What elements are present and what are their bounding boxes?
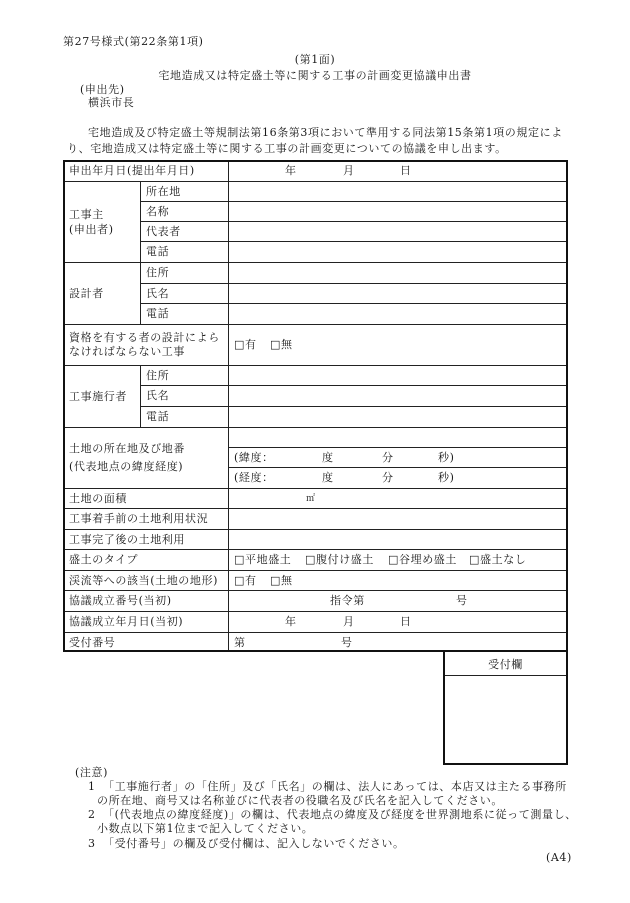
owner-label-line-1: 工事主 — [69, 208, 104, 221]
fill-type-field — [228, 549, 568, 571]
form-number: 第27号様式(第22条第1項) — [63, 35, 204, 48]
contractor-label: 工事施行者 — [63, 365, 141, 428]
designer-address-label: 住所 — [140, 262, 229, 284]
contractor-address-label: 住所 — [140, 365, 229, 386]
contractor-address-field — [228, 365, 568, 386]
statement-line-2: り、宅地造成又は特定盛土等に関する工事の計画変更についての協議を申し出ます。 — [67, 142, 507, 155]
note-number: 2 — [88, 808, 96, 821]
application-date-label: 申出年月日(提出年月日) — [63, 160, 229, 182]
owner-phone-field — [228, 241, 568, 263]
checkbox-option-no: □無 — [270, 573, 293, 587]
statement-line-1: 宅地造成及び特定盛土等規制法第16条第3項において準用する同法第15条第1項の規定によ — [88, 126, 563, 139]
owner-representative-field — [228, 221, 568, 242]
designer-name-label: 氏名 — [140, 283, 229, 304]
longitude-second: 秒) — [438, 471, 455, 484]
designer-phone-field — [228, 303, 568, 325]
designer-name-field — [228, 283, 568, 304]
qualified-design-label-line-1: 資格を有する者の設計によら — [69, 331, 220, 344]
owner-label — [63, 181, 141, 263]
year-label: 年 — [285, 164, 297, 177]
page-label: (第1面) — [294, 53, 336, 66]
application-date-field — [228, 160, 568, 182]
agreement-number-suffix: 号 — [456, 594, 468, 607]
owner-representative-label: 代表者 — [140, 221, 229, 242]
latitude-field — [228, 447, 568, 468]
latitude-open: (緯度： — [234, 450, 274, 464]
month-label: 月 — [343, 164, 355, 177]
application-table — [63, 160, 568, 652]
day-label: 日 — [400, 164, 412, 177]
month-label: 月 — [343, 615, 355, 628]
contractor-name-field — [228, 385, 568, 407]
land-location-label-line-1: 土地の所在地及び地番 — [69, 442, 185, 455]
agreement-number-label: 協議成立番号(当初) — [63, 590, 229, 612]
year-label: 年 — [285, 615, 297, 628]
reception-number-prefix: 第 — [234, 635, 246, 649]
owner-label-line-2: (申出者) — [69, 223, 114, 236]
area-unit: ㎡ — [306, 493, 316, 504]
latitude-degree: 度 — [322, 450, 334, 464]
contractor-phone-field — [228, 406, 568, 428]
owner-address-field — [228, 181, 568, 202]
checkbox-option-no-fill: □盛土なし — [469, 553, 527, 566]
agreement-date-label: 協議成立年月日(当初) — [63, 611, 229, 633]
form-title: 宅地造成又は特定盛土等に関する工事の計画変更協議申出書 — [158, 69, 472, 82]
latitude-minute: 分 — [382, 450, 394, 464]
longitude-degree: 度 — [322, 471, 334, 484]
note-3-line-1: 「受付番号」の欄及び受付欄は、記入しないでください。 — [103, 837, 405, 850]
checkbox-option-yes: □有 — [234, 338, 257, 351]
land-use-after-label: 工事完了後の土地利用 — [63, 529, 229, 550]
reception-box-header: 受付欄 — [445, 652, 566, 676]
checkbox-option-flat-fill: □平地盛土 — [234, 553, 292, 566]
owner-phone-label: 電話 — [140, 241, 229, 263]
reception-box — [443, 650, 568, 765]
paper-size-label: (A4) — [546, 851, 572, 864]
reception-number-label: 受付番号 — [63, 632, 229, 652]
owner-name-field — [228, 201, 568, 222]
qualified-design-field — [228, 324, 568, 366]
checkbox-option-no: □無 — [270, 338, 293, 351]
stream-applicability-field — [228, 570, 568, 591]
owner-address-label: 所在地 — [140, 181, 229, 202]
note-1-line-2: の所在地、商号又は名称並びに代表者の役職名及び氏名を記入してください。 — [97, 794, 503, 807]
checkbox-option-yes: □有 — [234, 573, 257, 587]
day-label: 日 — [400, 615, 412, 628]
latitude-second: 秒) — [438, 450, 455, 464]
land-use-before-field — [228, 508, 568, 530]
owner-name-label: 名称 — [140, 201, 229, 222]
land-location-label — [63, 427, 229, 489]
note-number: 3 — [88, 837, 96, 850]
land-location-field — [228, 427, 568, 448]
addressee: 横浜市長 — [88, 96, 135, 109]
qualified-design-label-line-2: なければならない工事 — [69, 345, 185, 358]
note-2-line-2: 小数点以下第1位まで記入してください。 — [97, 822, 314, 835]
agreement-date-field — [228, 611, 568, 633]
notes-heading: (注意) — [75, 766, 108, 779]
designer-label: 設計者 — [63, 262, 141, 325]
longitude-open: (経度： — [234, 471, 274, 484]
note-number: 1 — [88, 780, 96, 793]
longitude-minute: 分 — [382, 471, 394, 484]
contractor-phone-label: 電話 — [140, 406, 229, 428]
reception-number-field — [228, 632, 568, 652]
land-location-label-line-2: (代表地点の緯度経度) — [69, 460, 184, 473]
designer-phone-label: 電話 — [140, 303, 229, 325]
note-1-line-1: 「工事施行者」の「住所」及び「氏名」の欄は、法人にあっては、本店又は主たる事務所 — [103, 780, 567, 793]
qualified-design-label — [63, 324, 229, 366]
note-2-line-1: 「(代表地点の緯度経度)」の欄は、代表地点の緯度及び経度を世界測地系に従って測量し、 — [103, 808, 577, 821]
agreement-number-field — [228, 590, 568, 612]
agreement-number-prefix: 指令第 — [330, 594, 365, 607]
fill-type-label: 盛土のタイプ — [63, 549, 229, 571]
addressee-label: (申出先) — [80, 83, 125, 96]
land-use-before-label: 工事着手前の土地利用状況 — [63, 508, 229, 530]
stream-applicability-label: 渓流等への該当(土地の地形) — [63, 570, 229, 591]
land-use-after-field — [228, 529, 568, 550]
longitude-field — [228, 467, 568, 489]
designer-address-field — [228, 262, 568, 284]
land-area-field — [228, 488, 568, 509]
checkbox-option-side-fill: □腹付け盛土 — [305, 553, 374, 566]
contractor-name-label: 氏名 — [140, 385, 229, 407]
land-area-label: 土地の面積 — [63, 488, 229, 509]
reception-number-suffix: 号 — [341, 635, 353, 649]
checkbox-option-valley-fill: □谷埋め盛土 — [388, 553, 457, 566]
